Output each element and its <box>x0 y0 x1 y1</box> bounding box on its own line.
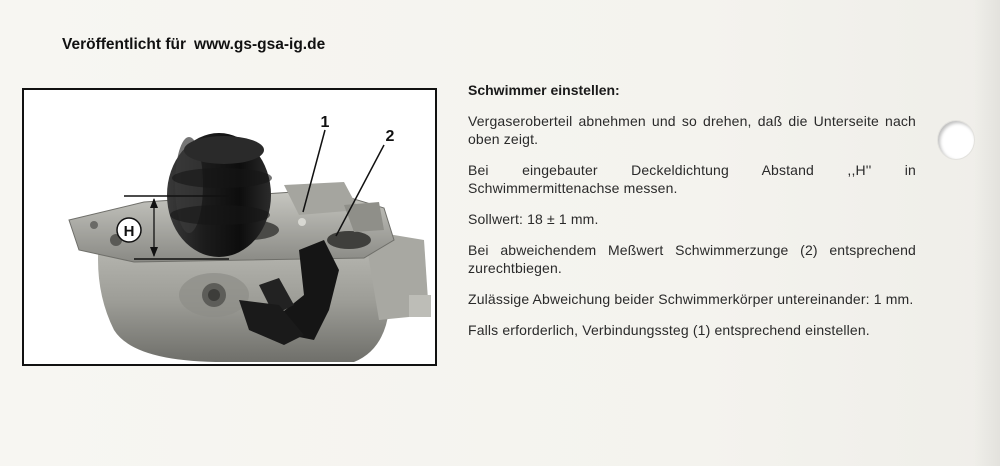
instruction-paragraph: Vergaseroberteil abnehmen und so drehen, daß die Unterseite nach oben zeigt. <box>468 113 916 147</box>
published-for-label: Veröffentlicht für <box>62 36 187 53</box>
publisher-line <box>62 36 325 54</box>
instruction-text <box>468 81 916 352</box>
dimension-h-label: H <box>123 223 135 240</box>
instruction-paragraph: Bei eingebauter Deckeldichtung Abstand ,,H'' in Schwimmermittenachse messen. <box>468 162 916 196</box>
instruction-paragraph: Falls erforderlich, Verbindungssteg (1) entsprechend einstellen. <box>468 322 870 338</box>
instruction-paragraph: Sollwert: 18 ± 1 mm. <box>468 211 599 227</box>
page-edge-shadow <box>974 0 1000 466</box>
punch-hole <box>938 121 974 159</box>
instruction-paragraph: Bei abweichendem Meßwert Schwimmerzunge (2) entsprechend zurechtbiegen. <box>468 242 916 276</box>
instruction-paragraph: Zulässige Abweichung beider Schwimmerkörper untereinander: 1 mm. <box>468 291 914 307</box>
callout-1-label: 1 <box>320 114 330 131</box>
section-heading: Schwimmer einstellen: <box>468 82 620 98</box>
carburetor-figure <box>22 88 437 366</box>
callout-2-label: 2 <box>385 128 395 145</box>
website-url: www.gs-gsa-ig.de <box>194 36 326 53</box>
carburetor-photo <box>24 90 435 364</box>
